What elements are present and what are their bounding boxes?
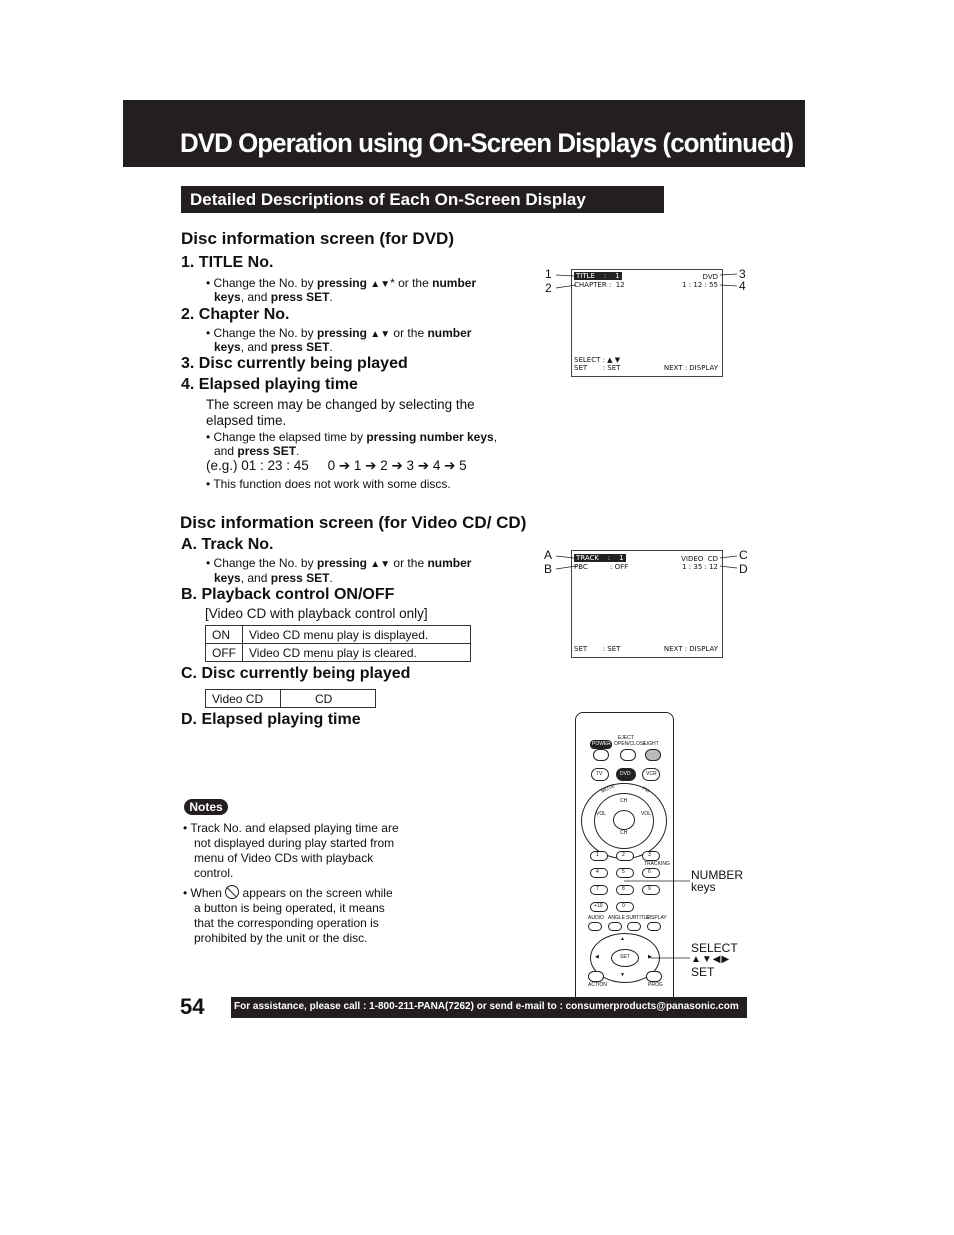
callout-2: 2 xyxy=(545,281,552,295)
subtitle-label: SUBTITLE xyxy=(626,915,650,921)
prog-button[interactable] xyxy=(646,971,662,982)
key-2-label: 2 xyxy=(622,852,625,858)
pbc-desc: Video CD menu play is cleared. xyxy=(243,644,471,662)
screen-next: NEXT : DISPLAY xyxy=(663,645,718,653)
remote-callout-lines xyxy=(620,870,700,970)
key-3-label: 3 xyxy=(648,852,651,858)
arrow-keys-icon: ▲▼◀▶ xyxy=(691,954,731,965)
remote-fm-label: FM xyxy=(640,785,651,795)
item-title-no: 1. TITLE No. xyxy=(181,254,274,271)
number-keys-callout: NUMBER keys xyxy=(691,868,744,894)
ch-down-label: CH xyxy=(620,830,628,836)
remote-vcr-label: VCR xyxy=(646,771,657,777)
action-label: ACTION xyxy=(588,982,607,988)
item-disc-played: 3. Disc currently being played xyxy=(181,355,408,372)
ch-up-label: CH xyxy=(620,798,628,804)
screen-next: NEXT : DISPLAY xyxy=(663,364,718,372)
light-button[interactable] xyxy=(645,749,661,761)
elapsed-bullet-2: and press SET. xyxy=(214,444,300,458)
page-number: 54 xyxy=(180,994,205,1019)
key-8-label: 8 xyxy=(622,886,625,892)
remote-light-label: LIGHT xyxy=(644,741,659,747)
open-close-button[interactable] xyxy=(620,749,636,761)
dvd-section-heading: Disc information screen (for DVD) xyxy=(181,229,454,248)
screen-disc-type: DVD xyxy=(702,273,718,281)
nav-right-icon: ▶ xyxy=(648,954,652,960)
item-title-no-desc-1: • Change the No. by pressing ▲▼* or the number xyxy=(206,276,477,290)
notes-badge: Notes xyxy=(184,799,228,815)
remote-eject-label: EJECT xyxy=(618,735,634,741)
table-row xyxy=(206,626,471,644)
angle-label: ANGLE xyxy=(608,915,625,921)
nav-down-icon: ▼ xyxy=(620,972,625,978)
item-chapter-desc-2: keys, and press SET. xyxy=(214,340,333,354)
section-title: Detailed Descriptions of Each On-Screen Display xyxy=(190,190,586,209)
footer-text: For assistance, please call : 1-800-211-PANA(7262) or send e-mail to : consumerproducts@panasonic.com xyxy=(234,1001,739,1012)
screen-set: SET : SET xyxy=(574,364,621,372)
screen-select: SELECT : ▲ ▼ xyxy=(574,356,621,364)
action-button[interactable] xyxy=(588,971,604,982)
screen-title-label: TITLE : 1 xyxy=(576,272,620,280)
screen-elapsed-time: 1 : 35 : 12 xyxy=(682,563,718,571)
pbc-desc: Video CD menu play is displayed. xyxy=(243,626,471,644)
display-label: DISPLAY xyxy=(646,915,667,921)
key-7[interactable] xyxy=(590,885,608,895)
key-9-label: 9 xyxy=(648,886,651,892)
screen-chapter-label: CHAPTER : 12 xyxy=(574,281,625,289)
eject-button[interactable] xyxy=(593,749,609,761)
item-chapter-desc-1: • Change the No. by pressing ▲▼ or the number xyxy=(206,326,472,340)
table-row xyxy=(206,690,376,708)
track-desc-2: keys, and press SET. xyxy=(214,571,333,585)
callout-d: D xyxy=(739,562,748,576)
callout-a: A xyxy=(544,548,553,562)
key-5-label: 5 xyxy=(622,869,625,875)
dvd-callout-lines xyxy=(550,268,750,293)
page-title: DVD Operation using On-Screen Displays (continued) xyxy=(180,128,794,158)
callout-4: 4 xyxy=(739,279,746,293)
disc-type-table xyxy=(205,689,376,708)
item-vcd-elapsed: D. Elapsed playing time xyxy=(181,711,361,728)
set-button-label: SET xyxy=(620,954,630,960)
nav-left-icon: ◀ xyxy=(595,954,599,960)
vol-right-label: VOL xyxy=(641,811,652,817)
audio-label: AUDIO xyxy=(588,915,604,921)
pbc-state: OFF xyxy=(206,644,243,662)
remote-power-label: POWER xyxy=(592,741,611,747)
screen-set: SET : SET xyxy=(574,645,621,653)
select-set-callout: SELECT ▲▼◀▶ SET xyxy=(691,941,738,979)
key-6-label: 6 xyxy=(648,869,651,875)
key-1[interactable] xyxy=(590,851,608,861)
screen-pbc-label: PBC : OFF xyxy=(574,563,629,571)
elapsed-bullet-1: • Change the elapsed time by pressing number keys, xyxy=(206,430,498,444)
disc-type-cd: CD xyxy=(281,690,376,708)
remote-dvd-label: DVD xyxy=(620,771,631,777)
key-3[interactable] xyxy=(642,851,660,861)
prohibited-icon xyxy=(225,885,239,899)
item-disc-type: C. Disc currently being played xyxy=(181,665,411,682)
callout-c: C xyxy=(739,548,748,562)
key-1-label: 1 xyxy=(596,852,599,858)
note-1: • Track No. and elapsed playing time are not displayed during play started from menu of Video CDs with playback control. xyxy=(183,821,399,880)
item-elapsed-time: 4. Elapsed playing time xyxy=(181,376,358,393)
remote-mute-label: MUTE xyxy=(600,783,616,795)
playback-control-desc: [Video CD with playback control only] xyxy=(205,606,428,621)
key-2[interactable] xyxy=(616,851,634,861)
item-playback-control: B. Playback control ON/OFF xyxy=(181,586,395,603)
up-down-arrows-icon: ▲▼ xyxy=(370,559,391,570)
item-title-no-desc-2: keys, and press SET. xyxy=(214,290,333,304)
callout-b: B xyxy=(544,562,553,576)
remote-tv-label: TV xyxy=(596,771,603,777)
key-plus10-label: +10 xyxy=(594,903,603,909)
up-down-arrows-icon: ▲▼ xyxy=(370,279,391,290)
item-track-no: A. Track No. xyxy=(181,536,274,553)
remote-open-close-label: OPEN/CLOSE xyxy=(614,741,647,747)
vcd-callout-lines xyxy=(550,549,750,574)
note-2: • When appears on the screen while a button is being operated, it means that the corresponding operation is prohibited by the unit or the disc. xyxy=(183,886,393,945)
disc-note: • This function does not work with some discs. xyxy=(206,477,451,491)
callout-3: 3 xyxy=(739,267,746,281)
elapsed-desc-2: elapsed time. xyxy=(206,413,287,428)
vol-left-label: VOL xyxy=(596,811,607,817)
pbc-state: ON xyxy=(206,626,243,644)
vcd-section-heading: Disc information screen (for Video CD/ CD) xyxy=(180,513,527,532)
prog-label: PROG xyxy=(648,982,663,988)
callout-1: 1 xyxy=(545,267,552,281)
elapsed-desc-1: The screen may be changed by selecting the xyxy=(206,397,475,412)
screen-track-label: TRACK : 1 xyxy=(576,554,624,562)
elapsed-example: (e.g.) 01 : 23 : 45 0 ➔ 1 ➔ 2 ➔ 3 ➔ 4 ➔ 5 xyxy=(206,458,467,473)
up-down-arrows-icon: ▲▼ xyxy=(370,329,391,340)
pbc-table xyxy=(205,625,471,662)
screen-disc-type: VIDEO CD xyxy=(681,555,718,563)
item-chapter-no: 2. Chapter No. xyxy=(181,306,290,323)
key-0-label: 0 xyxy=(622,903,625,909)
screen-elapsed-time: 1 : 12 : 55 xyxy=(682,281,718,289)
track-desc-1: • Change the No. by pressing ▲▼ or the number xyxy=(206,556,472,570)
nav-up-icon: ▲ xyxy=(620,936,625,942)
key-4[interactable] xyxy=(590,868,608,878)
tracking-label: TRACKING xyxy=(644,861,670,867)
key-7-label: 7 xyxy=(596,886,599,892)
table-row xyxy=(206,644,471,662)
audio-button[interactable] xyxy=(588,922,602,931)
disc-type-vcd: Video CD xyxy=(206,690,281,708)
key-4-label: 4 xyxy=(596,869,599,875)
center-button[interactable] xyxy=(613,810,635,830)
